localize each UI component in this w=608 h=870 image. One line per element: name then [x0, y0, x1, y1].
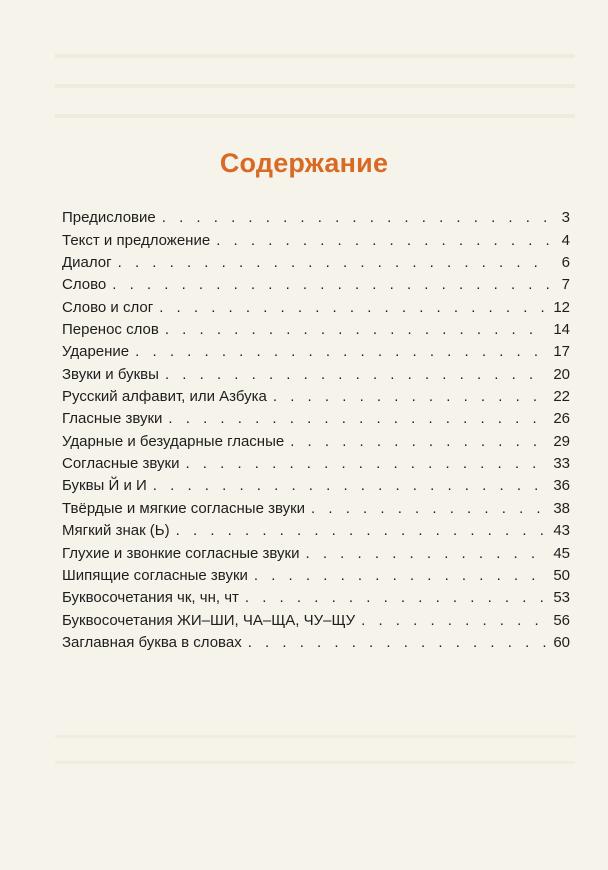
toc-entry-page: 22 — [553, 388, 570, 406]
toc-leader-dots — [185, 455, 547, 472]
toc-entry-page: 43 — [553, 522, 570, 540]
toc-entry-page: 7 — [561, 276, 570, 294]
toc-entry-vowels — [62, 405, 570, 427]
toc-entry-voiced-voiceless-consonants — [62, 539, 570, 561]
toc-entry-text-and-sentence — [62, 226, 570, 248]
toc-entry-title: Слово — [62, 276, 107, 294]
toc-leader-dots — [273, 388, 547, 405]
toc-entry-page: 26 — [553, 410, 570, 428]
toc-leader-dots — [165, 366, 547, 383]
toc-entry-page: 36 — [553, 477, 570, 495]
toc-entry-title: Диалог — [62, 254, 112, 272]
toc-entry-title: Перенос слов — [62, 321, 159, 339]
toc-entry-page: 29 — [553, 432, 570, 450]
toc-leader-dots — [159, 299, 547, 316]
toc-entry-alphabet — [62, 383, 570, 405]
toc-entry-title: Согласные звуки — [62, 455, 180, 473]
toc-leader-dots — [176, 522, 548, 539]
toc-entry-title: Звуки и буквы — [62, 365, 159, 383]
toc-leader-dots — [162, 209, 550, 226]
toc-leader-dots — [311, 500, 547, 517]
toc-entry-sounds-and-letters — [62, 360, 570, 382]
page-title: Содержание — [219, 148, 389, 178]
toc-entry-page: 20 — [553, 365, 570, 383]
toc-entry-preface — [62, 204, 570, 226]
toc-entry-letter-combinations-chk — [62, 584, 570, 606]
toc-entry-sibilant-consonants — [62, 562, 570, 584]
toc-leader-dots — [168, 410, 547, 427]
toc-leader-dots — [153, 477, 548, 494]
toc-entry-letters-y-and-i — [62, 472, 570, 494]
toc-entry-page: 53 — [553, 589, 570, 607]
toc-entry-page: 6 — [561, 254, 570, 272]
toc-leader-dots — [165, 321, 547, 338]
toc-leader-dots — [361, 612, 547, 629]
toc-leader-dots — [118, 254, 550, 271]
toc-entry-title: Шипящие согласные звуки — [62, 566, 248, 584]
toc-entry-page: 3 — [561, 209, 570, 227]
toc-entry-title: Буквосочетания чк, чн, чт — [62, 589, 239, 607]
toc-entry-title: Заглавная буква в словах — [62, 633, 242, 651]
toc-entry-page: 56 — [553, 611, 570, 629]
toc-entry-title: Текст и предложение — [62, 231, 211, 249]
table-of-contents — [62, 204, 570, 651]
toc-entry-page: 38 — [553, 499, 570, 517]
toc-leader-dots — [216, 232, 550, 249]
toc-leader-dots — [306, 545, 548, 562]
toc-leader-dots — [135, 343, 547, 360]
toc-entry-dialogue — [62, 249, 570, 271]
toc-entry-page: 45 — [553, 544, 570, 562]
toc-entry-page: 60 — [553, 633, 570, 651]
toc-leader-dots — [248, 634, 548, 651]
toc-entry-page: 4 — [561, 231, 570, 249]
toc-entry-title: Ударные и безударные гласные — [62, 432, 285, 450]
toc-entry-page: 33 — [553, 455, 570, 473]
toc-leader-dots — [254, 567, 547, 584]
toc-entry-title: Буквосочетания ЖИ–ШИ, ЧА–ЩА, ЧУ–ЩУ — [62, 611, 356, 629]
toc-entry-page: 50 — [553, 566, 570, 584]
toc-entry-capital-letter — [62, 629, 570, 651]
toc-entry-title: Русский алфавит, или Азбука — [62, 388, 267, 406]
toc-entry-hyphenation — [62, 316, 570, 338]
toc-entry-title: Предисловие — [62, 209, 156, 227]
toc-entry-word — [62, 271, 570, 293]
toc-entry-title: Слово и слог — [62, 298, 154, 316]
show-through-band — [55, 725, 575, 765]
toc-leader-dots — [112, 276, 550, 293]
toc-entry-hard-soft-consonants — [62, 494, 570, 516]
toc-entry-page: 14 — [553, 321, 570, 339]
toc-entry-word-and-syllable — [62, 293, 570, 315]
toc-entry-stress — [62, 338, 570, 360]
toc-entry-title: Мягкий знак (Ь) — [62, 522, 170, 540]
toc-leader-dots — [290, 433, 547, 450]
toc-entry-title: Гласные звуки — [62, 410, 163, 428]
toc-entry-soft-sign — [62, 517, 570, 539]
toc-entry-title: Буквы Й и И — [62, 477, 147, 495]
toc-entry-title: Ударение — [62, 343, 130, 361]
toc-leader-dots — [245, 589, 547, 606]
toc-entry-title: Твёрдые и мягкие согласные звуки — [62, 499, 306, 517]
toc-entry-page: 17 — [553, 343, 570, 361]
toc-entry-page: 12 — [553, 298, 570, 316]
show-through-band — [55, 40, 575, 130]
toc-entry-consonants — [62, 450, 570, 472]
toc-entry-stressed-unstressed-vowels — [62, 427, 570, 449]
toc-entry-title: Глухие и звонкие согласные звуки — [62, 544, 300, 562]
toc-entry-letter-combinations-zhi-shi — [62, 606, 570, 628]
